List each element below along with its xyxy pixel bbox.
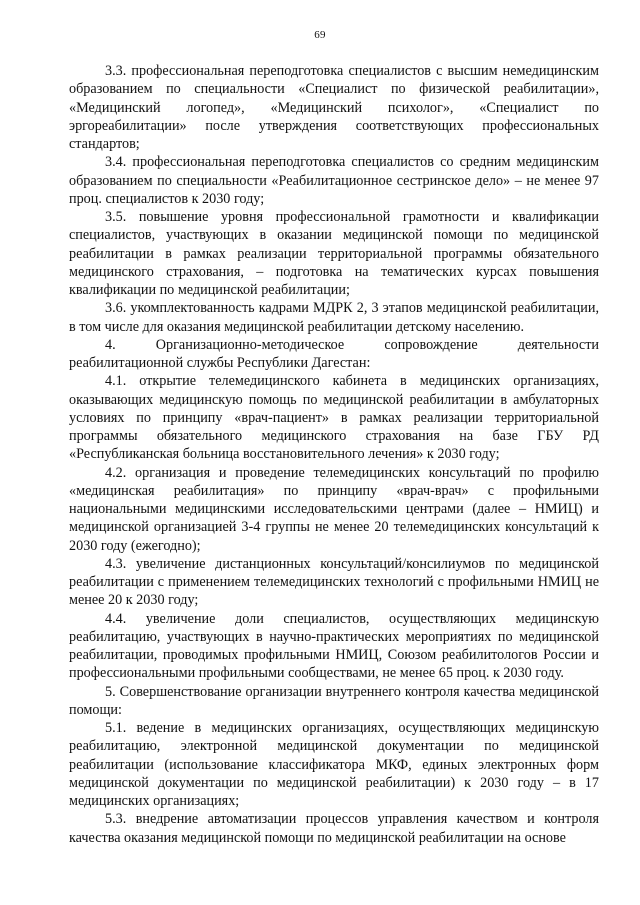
paragraph-5-3: 5.3. внедрение автоматизации процессов управления качеством и контроля качества оказания медицинской помощи по медицинской реабилитации на основе [69, 811, 599, 846]
document-body [69, 62, 599, 847]
paragraph-3-4: 3.4. профессиональная переподготовка специалистов со средним медицинским образованием по специальности «Реабилитационное сестринское дело» – не менее 97 проц. специалистов к 2030 году; [69, 154, 599, 207]
paragraph-3-6: 3.6. укомплектованность кадрами МДРК 2, 3 этапов медицинской реабилитации, в том числе для оказания медицинской реабилитации детскому населению. [69, 300, 599, 335]
paragraph-4-2: 4.2. организация и проведение телемедицинских консультаций по профилю «медицинская реабилитация» по принципу «врач-врач» с профильными национальными медицинскими исследовательскими центрами (далее – НМИЦ) и медицинской организацией 3-4 группы не менее 20 телемедицинских консультаций к 2030 году (ежегодно); [69, 464, 599, 554]
section-heading-5: 5. Совершенствование организации внутреннего контроля качества медицинской помощи: [69, 683, 599, 718]
section-heading-4: 4. Организационно-методическое сопровождение деятельности реабилитационной службы Республики Дагестан: [69, 336, 599, 371]
paragraph-5-1: 5.1. ведение в медицинских организациях, осуществляющих медицинскую реабилитацию, электронной медицинской документации по медицинской реабилитации (использование классификатора МКФ, единых электронных форм медицинской документации по медицинской реабилитации) к 2030 году – в 17 медицинских организациях; [69, 720, 599, 809]
paragraph-3-5: 3.5. повышение уровня профессиональной грамотности и квалификации специалистов, участвующих в оказании медицинской помощи по медицинской реабилитации в рамках реализации территориальной программы обязательного медицинского страхования, – подготовка на тематических курсах повышения квалификации по медицинской реабилитации; [69, 209, 599, 298]
paragraph-4-1: 4.1. открытие телемедицинского кабинета в медицинских организациях, оказывающих медицинскую помощь по медицинской реабилитации в амбулаторных условиях по принципу «врач-пациент» в рамках реализации территориальной программы обязательного медицинского страхования на базе ГБУ РД «Республиканская больница восстановительного лечения» к 2030 году; [69, 373, 599, 463]
paragraph-4-4: 4.4. увеличение доли специалистов, осуществляющих медицинскую реабилитацию, участвующих в научно-практических мероприятиях по медицинской реабилитации, проводимых профильными НМИЦ, Союзом реабилитологов России и профессиональными профильными сообществами, не менее 65 проц. к 2030 году. [69, 610, 599, 682]
paragraph-4-3: 4.3. увеличение дистанционных консультаций/консилиумов по медицинской реабилитации с применением телемедицинских технологий с профильными НМИЦ не менее 20 к 2030 году; [69, 555, 599, 609]
paragraph-3-3: 3.3. профессиональная переподготовка специалистов с высшим немедицинским образованием по специальности «Специалист по физической реабилитации», «Медицинский логопед», «Медицинский психолог», «Специалист по эргореабилитации» после утверждения соответствующих профессиональных стандартов; [69, 63, 599, 152]
page-number: 69 [314, 29, 326, 41]
